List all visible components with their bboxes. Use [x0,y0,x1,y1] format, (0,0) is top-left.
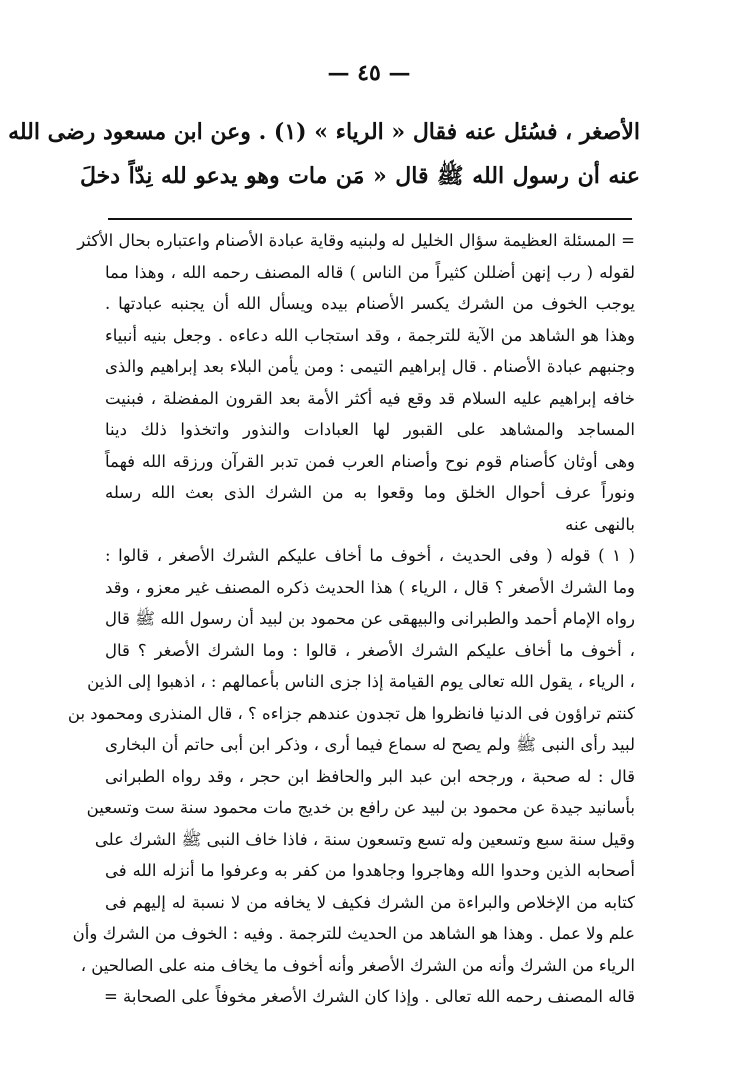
footnote-line: وقيل سنة سبع وتسعين وله تسع وتسعون سنة ، فاذا خاف النبى ﷺ الشرك على [94,829,635,849]
main-text [8,110,640,198]
footnote-divider [108,218,632,220]
footnote-line: لبيد رأى النبى ﷺ ولم يصح له سماع فيما أرى ، وذكر ابن أبى حاتم أن البخارى [105,735,635,754]
footnote-line: يوجب الخوف من الشرك يكسر الأصنام بيده ويسأل الله أن يجنبه عبادتها . [105,294,635,313]
footnote-line: كنتم تراؤون فى الدنيا فانظروا هل تجدون عندهم جزاءه ؟ ، قال المنذرى ومحمود بن [67,703,635,723]
footnote-line: قاله المصنف رحمه الله تعالى . وإذا كان الشرك الأصغر مخوفاً على الصحابة = [103,987,635,1006]
footnote-line: وهى أوثان كأصنام قوم نوح وأصنام العرب فمن تدبر القرآن ورزقه الله فهماً [105,451,635,471]
footnote-line: بالنهى عنه [565,514,635,534]
page-number: — ٤٥ — [327,60,411,86]
footnote-line: علم ولا عمل . وهذا هو الشاهد من الحديث للترجمة . وفيه : الخوف من الشرك وأن [72,924,635,943]
footnote-line: ونوراً عرف أحوال الخلق وما وقعوا به من الشرك الذى بعث الله رسله [105,483,635,502]
footnote-line: أصحابه الذين وحدوا الله وهاجروا وجاهدوا من كفر به وعرفوا ما أنزله الله فى [105,861,635,880]
footnote-line: = المسئلة العظيمة سؤال الخليل له ولبنيه وقاية عبادة الأصنام واعتباره بحال الأكثر [77,231,635,250]
footnote-line: خافه إبراهيم عليه السلام قد وقع فيه أكثر الأمة بعد القرون المفضلة ، فبنيت [105,388,635,408]
footnotes [67,225,635,1013]
footnote-line: وجنبهم عبادة الأصنام . قال إبراهيم التيمى : ومن يأمن البلاء بعد إبراهيم والذى [105,357,635,376]
footnote-line: ( ١ ) قوله ( وفى الحديث ، أخوف ما أخاف عليكم الشرك الأصغر ، قالوا : [105,546,635,565]
footnote-line: الرياء من الشرك وأنه من الشرك الأصغر وأنه أخوف ما يخاف منه على الصالحين ، [80,955,635,975]
main-text-line: الأصغر ، فسُئل عنه فقال « الرياء » (١) . وعن ابن مسعود رضى الله [8,119,640,145]
footnote-line: لقوله ( رب إنهن أضللن كثيراً من الناس ) قاله المصنف رحمه الله ، وهذا مما [105,262,635,282]
footnote-line: المساجد والمشاهد على القبور لها العبادات والنذور واتخذوا ذلك دينا [105,420,635,439]
footnote-line: قال : له صحبة ، ورجحه ابن عبد البر والحافظ ابن حجر ، وقد رواه الطبرانى [105,766,635,786]
footnote-line: كتابه من الإخلاص والبراءة من الشرك فكيف لا يخافه من لا نسبة له إليهم فى [105,892,635,912]
footnote-line: وهذا هو الشاهد من الآية للترجمة ، وقد استجاب الله دعاءه . وجعل بنيه أنبياء [105,325,635,345]
footnote-line: رواه الإمام أحمد والطبرانى والبيهقى عن محمود بن لبيد أن رسول الله ﷺ قال [105,609,635,628]
footnote-line: وما الشرك الأصغر ؟ قال ، الرياء ) هذا الحديث ذكره المصنف غير معزو ، وقد [105,577,635,597]
footnote-line: بأسانيد جيدة عن محمود بن لبيد عن رافع بن خديج مات محمود سنة ست وتسعين [86,798,635,817]
footnote-line: ، أخوف ما أخاف عليكم الشرك الأصغر ، قالوا : وما الشرك الأصغر ؟ قال [105,640,635,660]
main-text-line: عنه أن رسول الله ﷺ قال « مَن مات وهو يدعو لله نِدّاً دخلَ [80,163,640,189]
footnote-line: ، الرياء ، يقول الله تعالى يوم القيامة إذا جزى الناس بأعمالهم : ، اذهبوا إلى الذين [87,672,635,691]
